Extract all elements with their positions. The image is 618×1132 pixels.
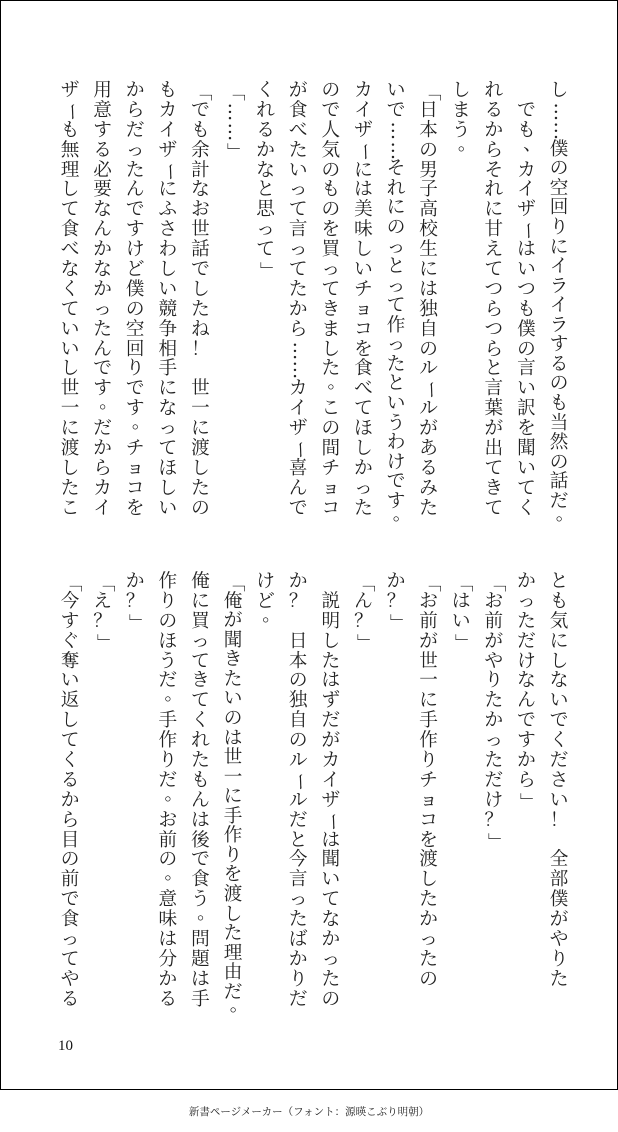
text-line: 「 俺 が 聞 き た い の は 世 一 に 手 作 り を 渡 し た 理 由 だ 。	[223, 573, 249, 1017]
text-line: が 食 べ た い っ て 言 っ て た か ら … … カ イ ザ ー 喜 ん で	[288, 80, 311, 519]
text-line: か ら だ っ た ん で す け ど 僕 の 空 回 り で す 。 チ ョ コ を	[125, 80, 151, 519]
text-line: 「 … … 」	[223, 82, 245, 161]
text-line: し … … 僕 の 空 回 り に イ ラ イ ラ す る の も 当 然 の 話 だ 。	[549, 80, 575, 526]
text-line: 俺 に 買 っ て き て く れ た も ん は 後 で 食 う 。 問 題 は 手	[191, 571, 216, 1010]
text-line: と も 気 に し な い で く だ さ い ！ 全 部 僕 が や り た	[549, 571, 569, 990]
text-line: し ま う 。	[451, 80, 477, 155]
text-line: 「 お 前 が 世 一 に 手 作 り チ ョ コ を 渡 し た か っ た の	[419, 573, 441, 990]
page-number: 10	[58, 1038, 73, 1054]
text-line: か ？ 」	[125, 571, 148, 633]
text-line: も カ イ ザ ー に ふ さ わ し い 競 争 相 手 に な っ て ほ し い	[158, 80, 180, 519]
text-line: れ る か ら そ れ に 甘 え て つ ら つ ら と 言 葉 が 出 て き て	[484, 80, 504, 519]
text-line: 「 で も 余 計 な お 世 話 で し た ね ！ 世 一 に 渡 し た の	[191, 82, 213, 519]
text-line: の で 人 気 の も の を 買 っ て き ま し た 。 こ の 間 チ ョ コ	[321, 80, 347, 519]
text-line: く れ る か な と 思 っ て 」	[256, 80, 278, 281]
text-line: い で … … そ れ に の っ と っ て 作 っ た と い う わ け で す 。	[386, 80, 412, 526]
text-line: カ イ ザ ー に は 美 味 し い チ ョ コ を 食 べ て ほ し か っ た	[354, 80, 376, 519]
text-line: 「 ん ？ 」	[354, 573, 376, 652]
text-line: 「 は い 」	[451, 573, 474, 652]
text-line: 「 え ？ 」	[93, 573, 115, 652]
footer-caption: 新書ページメーカー（フォント：源暎こぶり明朝）	[188, 1106, 430, 1118]
text-line: か ？ 日 本 の 独 自 の ル ー ル だ と 今 言 っ た ば か り だ	[288, 571, 311, 1010]
text-line: 作 り の ほ う だ 。 手 作 り だ 。 お 前 の 。 意 味 は 分 か る	[158, 571, 184, 1010]
text-line: 「 お 前 が や り た か っ た だ け ？ 」	[484, 573, 506, 851]
text-line: け ど 。	[256, 571, 281, 626]
text-line: 「 日 本 の 男 子 高 校 生 に は 独 自 の ル ー ル が あ る み た	[419, 82, 441, 519]
text-line: か っ た だ け な ん で す か ら 」	[517, 571, 539, 812]
text-line: で も 、 カ イ ザ ー は い つ も 僕 の 言 い 訳 を 聞 い て く	[517, 99, 542, 519]
text-line: 「 今 す ぐ 奪 い 返 し て く る か ら 目 の 前 で 食 っ て や る	[60, 573, 82, 1010]
text-line: ザ ー も 無 理 し て 食 べ な く て い い し 世 一 に 渡 し た こ	[60, 80, 82, 519]
text-line: か ？ 」	[386, 571, 408, 633]
text-line: 説 明 し た は ず だ が カ イ ザ ー は 聞 い て な か っ た の	[321, 590, 343, 1010]
text-line: 用 意 す る 必 要 な ん か な か っ た ん で す 。 だ か ら カ イ	[93, 80, 118, 519]
